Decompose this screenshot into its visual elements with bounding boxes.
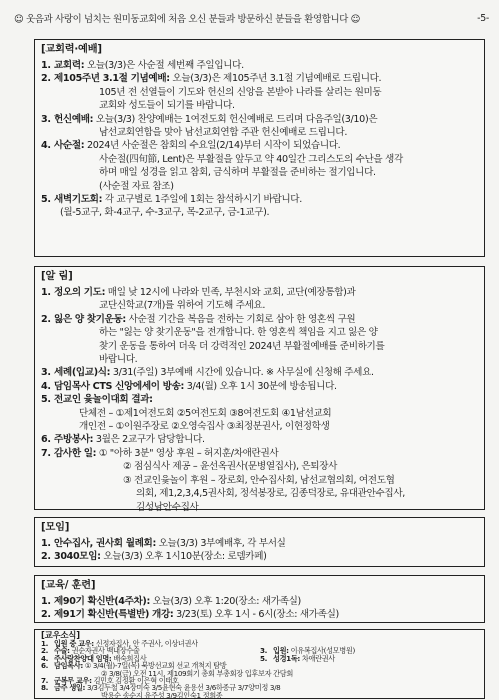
- item-continuation: 교회와 성도들이 되기를 바랍니다.: [99, 100, 235, 112]
- item-text: 3/4(월) 오후 1시 30분에 방송됩니다.: [184, 380, 337, 392]
- item-continuation: 교단신학교(7개)를 위하여 기도해 주세요.: [99, 300, 266, 312]
- list-item: [41, 139, 479, 152]
- item-number: 4.: [41, 653, 49, 663]
- item-number: 1.: [41, 538, 51, 549]
- item-number: 4.: [41, 380, 51, 392]
- item-text: 오늘(3/3)은 제105주년 3.1절 기념예배로 드립니다.: [169, 73, 382, 85]
- item-number: 3.: [41, 367, 51, 379]
- item-continuation: 105년 전 선열들이 기도와 헌신의 신앙을 본받아 나라를 살리는 원미동: [99, 86, 382, 98]
- list-item: [41, 447, 479, 460]
- item-text: 김민호 김정환 이은혁 이태호: [91, 676, 179, 686]
- item-continuation: 사순절(四旬節, Lent)은 부활절을 앞두고 약 40일간 그리스도의 수난을 생각: [99, 153, 403, 165]
- news-line: 박용순 송순지 유주성 3/9김인숙1 정희종: [101, 690, 223, 700]
- item-label: 군복무 교우:: [54, 676, 92, 686]
- item-text: 오늘(3/3) 오후 1:20(장소: 새가족실): [149, 596, 301, 607]
- list-item: [41, 59, 479, 72]
- result-label: 개인전: [79, 421, 106, 433]
- list-item: [41, 595, 479, 608]
- item-number: 5.: [41, 394, 51, 406]
- item-label: 제90기 확신반(4주차):: [54, 596, 150, 607]
- item-number: 3.: [41, 113, 51, 125]
- item-label: 입원:: [273, 646, 289, 656]
- item-number: 8.: [41, 683, 49, 693]
- list-item: [41, 550, 479, 563]
- worship-section: [34, 39, 485, 257]
- item-continuation: (사순절 자료 참조): [99, 180, 174, 192]
- result-group: [41, 407, 479, 420]
- item-number: 7.: [41, 676, 49, 686]
- item-text: 각 교구별로 1주일에 1회는 참석하시기 바랍니다.: [102, 194, 302, 206]
- list-item: [41, 72, 479, 85]
- thanks-line: ② 점심식사 제공 – 윤선옥권사(문병열집사), 은퇴장사: [123, 461, 338, 473]
- item-continuation: (월-5교구, 화-4교구, 수-3교구, 목-2교구, 금-1교구).: [60, 207, 270, 219]
- section-title: [교육/ 훈련]: [41, 580, 96, 591]
- item-text: ① 3/4(월)-7일(목) 북방선교회 선교 개척지 탐방: [82, 661, 227, 671]
- item-number: 5.: [260, 653, 268, 663]
- education-section: [34, 575, 485, 623]
- list-item: [41, 313, 479, 326]
- thanks-line: ③ 전교인윷놀이 후원 – 장로회, 안수집사회, 남선교협의회, 여전도협: [123, 474, 395, 486]
- item-number: 1.: [41, 287, 51, 298]
- item-label: 사순절:: [54, 140, 85, 152]
- item-label: 헌신예배:: [54, 113, 94, 125]
- item-text: 오늘(3/3) 3부예배후, 각 부서실: [155, 538, 286, 549]
- item-text: 이유복집사(성모병원): [288, 646, 355, 656]
- section-title: [모임]: [41, 522, 70, 533]
- item-text: 3/31(주일) 3부예배 시간에 있습니다. ※ 사무실에 신청해 주세요.: [110, 367, 374, 379]
- item-number: 5.: [41, 194, 51, 206]
- list-item: [41, 193, 479, 206]
- item-number: 6.: [41, 661, 49, 671]
- item-continuation: 하는 "잃는 양 찾기운동"을 전개합니다. 한 영혼씩 책임을 지고 잃은 양: [99, 327, 378, 339]
- item-label: 감사한 일:: [54, 447, 97, 459]
- news-line: ② 3/8(금) 오전 11시, 제109회기 총회 부총회장 입후보자 간담회: [101, 668, 293, 678]
- section-title: [교우소식]: [41, 630, 80, 640]
- item-label: 입원 중 교우:: [54, 639, 94, 648]
- item-text: ① "아하 3분" 영상 후원 – 허지훈/차애란권사: [96, 447, 279, 459]
- section-title: [교회력·예배]: [41, 44, 102, 55]
- item-text: 권순자권사 백내장수술: [69, 646, 140, 656]
- item-text: 3/23(토) 오후 1시 - 6시(장소: 새가족실): [173, 609, 339, 621]
- thanks-line: 의회, 제1,2,3,4,5권사회, 정석봉장로, 김종덕장로, 유대관안수집사,: [136, 488, 405, 500]
- result-individual: [41, 420, 479, 433]
- list-item: [41, 286, 479, 299]
- item-text: 오늘(3/3) 오후 1시10분(장소: 로뎀카페): [100, 551, 267, 563]
- item-continuation: 바랍니다.: [99, 354, 138, 366]
- item-label: 안수집사, 권사회 월례회:: [54, 538, 156, 549]
- item-label: 제91기 확신반(특별반) 개강:: [54, 609, 174, 621]
- item-continuation: 찾기 운동을 통하여 더욱 더 강력적인 2024년 부활절예배를 준비하기를: [99, 340, 385, 352]
- item-number: 2.: [41, 551, 51, 563]
- item-label: 금주 생일:: [54, 683, 86, 693]
- list-item: [41, 433, 479, 446]
- list-item: [41, 537, 479, 550]
- item-number: 2.: [41, 646, 49, 656]
- item-label: 수술:: [54, 646, 70, 656]
- list-item: [41, 113, 479, 126]
- item-number: 1.: [41, 639, 49, 648]
- item-text: 매일 낮 12시에 나라와 민족, 부천시와 교회, 교단(예장통합)과: [105, 287, 356, 298]
- list-item: [41, 380, 479, 393]
- item-number: 2.: [41, 609, 51, 621]
- item-label: 새벽기도회:: [54, 194, 103, 206]
- item-number: 2.: [41, 73, 51, 85]
- item-number: 3.: [260, 646, 268, 656]
- item-text: 오늘(3/3) 찬양예배는 1여전도회 헌신예배로 드리며 다음주일(3/10)은: [93, 113, 378, 125]
- item-text: 배숙희집사: [111, 653, 147, 663]
- list-item: [41, 366, 479, 379]
- item-text: 3/3김두철 3/4장미숙 3/5윤현숙 윤용선 3/6하종규 3/7양미정 3/8: [85, 683, 281, 693]
- news-section: [34, 629, 485, 699]
- item-text: 차애란권사: [299, 653, 335, 663]
- item-label: 담임목사:: [54, 661, 83, 671]
- item-number: 1.: [41, 60, 51, 71]
- item-label: 제105주년 3.1절 기념예배:: [54, 73, 170, 85]
- item-number: 7.: [41, 447, 51, 459]
- page-number: -5-: [477, 12, 489, 24]
- item-number: 2.: [41, 313, 51, 325]
- item-label: 담임목사 CTS 신앙에세이 방송:: [54, 380, 184, 392]
- page-header: [14, 10, 489, 26]
- item-text: 3월은 2교구가 담당합니다.: [93, 434, 205, 446]
- list-item: [41, 393, 479, 406]
- item-number: 1.: [41, 596, 51, 607]
- item-text: 2024년 사순절은 참회의 수요일(2/14)부터 시작이 되었습니다.: [84, 140, 341, 152]
- item-number: 4.: [41, 140, 51, 152]
- list-item: [260, 655, 479, 662]
- item-label: 정오의 기도:: [54, 287, 106, 298]
- item-number: 6.: [41, 434, 51, 446]
- result-label: 단체전: [79, 407, 106, 419]
- section-title: [알 림]: [41, 271, 73, 282]
- item-label: 주사랑찬양대 임명:: [54, 653, 112, 663]
- notices-section: [34, 266, 485, 513]
- item-label: 주방봉사:: [54, 434, 94, 446]
- item-text: 오늘(3/3)은 사순절 세번째 주일입니다.: [84, 60, 244, 71]
- item-label: 세례(입교)식:: [54, 367, 111, 379]
- item-continuation: 하며 매일 성경을 읽고 참회, 금식하며 부활절을 준비하는 절기입니다.: [99, 167, 376, 179]
- item-label: 교회력:: [54, 60, 85, 71]
- result-text: – ①이원주장로 ②오영숙집사 ③최정분권사, 이현정학생: [105, 421, 330, 433]
- list-item: [41, 608, 479, 621]
- item-continuation: 남선교회연합을 맞아 남선교회연합 주관 헌신예배로 드립니다.: [99, 127, 348, 139]
- item-label: 전교인 윷놀이대회 결과:: [54, 394, 153, 406]
- meetings-section: [34, 517, 485, 567]
- item-label: 3040모임:: [54, 551, 101, 563]
- item-label: 성경1독:: [273, 653, 300, 663]
- item-text: 사순절 기간을 복음을 전하는 기회로 삼아 한 영혼씩 구원: [125, 313, 356, 325]
- item-text: 신정자집사, 안 주권사, 이상녀권사: [93, 639, 198, 648]
- welcome-banner: ☺ 웃음과 사랑이 넘치는 원미동교회에 처음 오신 분들과 방문하신 분들을 환영합니다 ☺: [14, 14, 361, 25]
- thanks-line: 김성남안수집사: [136, 501, 199, 513]
- result-text: – ①제1여전도회 ②5여전도회 ③8여전도회 ④1남선교회: [105, 407, 332, 419]
- item-label: 잃은 양 찾기운동:: [54, 313, 126, 325]
